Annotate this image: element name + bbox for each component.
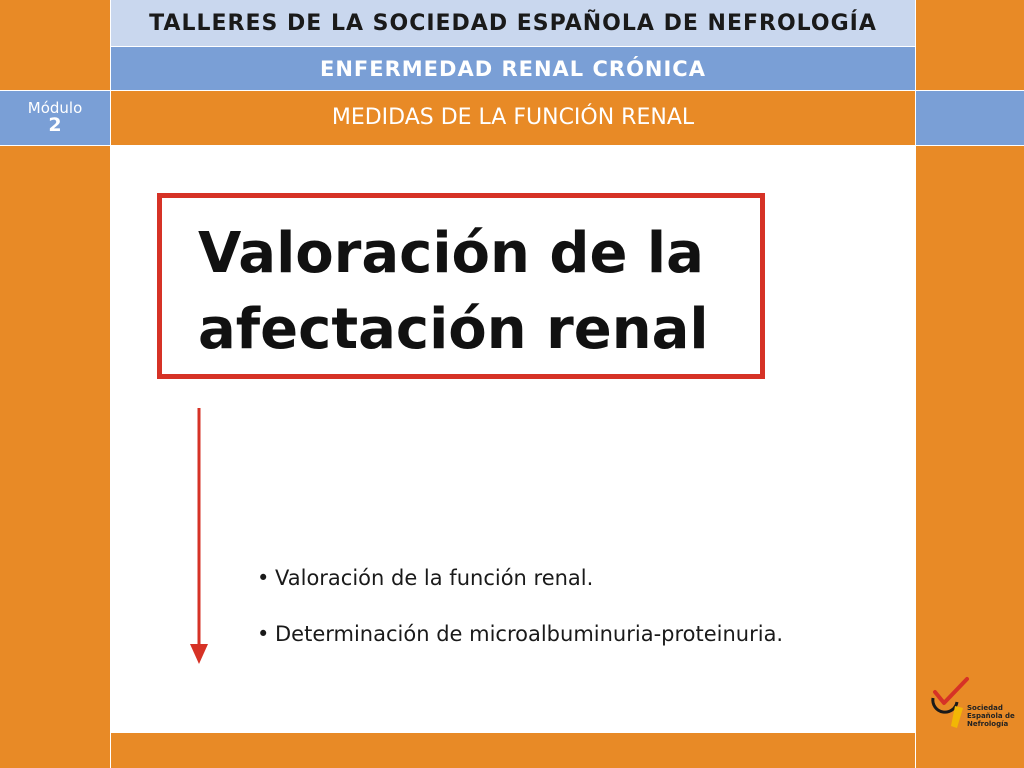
bullet-marker: •: [257, 622, 270, 646]
header-right-block: [916, 91, 1024, 145]
bullet-text: Determinación de microalbuminuria-proteinuria.: [275, 622, 784, 646]
header-row-title: [111, 0, 915, 46]
logo-line: Española de: [967, 712, 1015, 720]
module-label: Módulo: [27, 99, 83, 117]
logo-line: Nefrología: [967, 720, 1009, 728]
list-item: [257, 622, 897, 678]
divider: [111, 46, 915, 47]
slide-title: [198, 216, 750, 368]
module-badge: [0, 91, 110, 145]
section-title: ENFERMEDAD RENAL CRÓNICA: [320, 57, 706, 81]
bullet-text: Valoración de la función renal.: [275, 566, 594, 590]
slide-title-line: afectación renal: [198, 297, 709, 362]
down-arrow-icon: [187, 408, 211, 664]
slide-title-box: [157, 193, 765, 379]
header-title: TALLERES DE LA SOCIEDAD ESPAÑOLA DE NEFROLOGÍA: [149, 11, 877, 36]
list-item: [257, 566, 897, 622]
bullet-marker: •: [257, 566, 270, 590]
slide-title-line: Valoración de la: [198, 221, 704, 286]
header-row-section: [111, 47, 915, 90]
divider: [0, 90, 1024, 91]
slide-content: [111, 146, 915, 733]
header-row-subsection: [111, 91, 915, 145]
society-logo: [925, 676, 1017, 738]
module-number: 2: [48, 114, 62, 136]
bullet-list: [257, 566, 897, 678]
subsection-title: MEDIDAS DE LA FUNCIÓN RENAL: [331, 105, 695, 130]
sen-checkmark-logo-icon: [927, 676, 969, 734]
logo-name: [967, 704, 1015, 728]
divider: [915, 0, 916, 768]
logo-line: Sociedad: [967, 704, 1003, 712]
